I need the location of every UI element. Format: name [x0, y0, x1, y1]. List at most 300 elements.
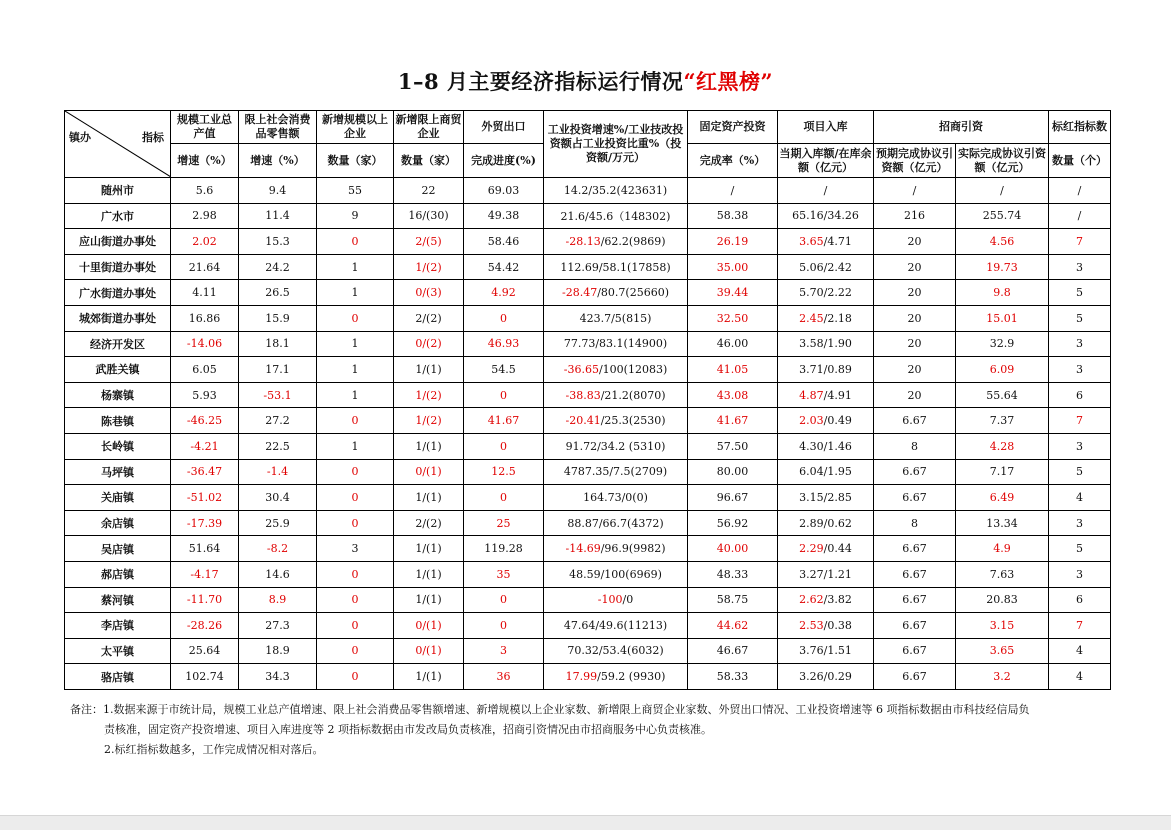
table-cell: [688, 254, 778, 280]
table-cell: [464, 305, 544, 331]
cell-value: 3: [351, 542, 359, 556]
table-cell: [239, 433, 317, 459]
table-cell: [778, 510, 874, 536]
cell-value: 3.65: [799, 234, 824, 248]
table-cell: [171, 357, 239, 383]
cell-value: 20: [907, 234, 922, 248]
table-cell: [544, 203, 688, 229]
table-cell: [1049, 638, 1111, 664]
cell-value: 0: [500, 311, 507, 325]
table-cell: [394, 203, 464, 229]
table-cell: [171, 305, 239, 331]
cell-value: 9: [351, 209, 359, 223]
table-cell: [1049, 254, 1111, 280]
cell-value: 6.67: [902, 618, 927, 632]
table-cell: [1049, 664, 1111, 690]
cell-value: 30.4: [265, 490, 290, 504]
table-cell: [874, 382, 956, 408]
sub-header: 数量（家）: [394, 144, 464, 178]
cell-value: 164.73/0(0): [583, 490, 648, 504]
cell-value: 1: [351, 362, 359, 376]
table-cell: [544, 536, 688, 562]
table-cell: [171, 587, 239, 613]
table-cell: [239, 536, 317, 562]
table-cell: [394, 485, 464, 511]
table-cell: [544, 561, 688, 587]
cell-value: 48.59/100(6969): [569, 567, 662, 581]
table-cell: [464, 510, 544, 536]
table-cell: [956, 536, 1049, 562]
table-cell: [688, 305, 778, 331]
table-cell: [464, 254, 544, 280]
table-cell: [317, 638, 394, 664]
cell-value: 4: [1076, 670, 1083, 684]
table-cell: [171, 561, 239, 587]
table-row: [65, 254, 1111, 280]
cell-value: 35: [496, 567, 511, 581]
town-name: 广水市: [65, 203, 171, 229]
cell-value: 54.5: [491, 362, 516, 376]
table-cell: [171, 382, 239, 408]
cell-value: 17.1: [265, 362, 290, 376]
group-header: 新增限上商贸企业: [394, 111, 464, 144]
table-cell: [874, 433, 956, 459]
header-row-groups: [65, 111, 1111, 144]
cell-value: 0: [351, 465, 359, 479]
cell-value: 6.67: [902, 414, 927, 428]
cell-value: 4.28: [989, 439, 1015, 453]
cell-value: 6.04/1.95: [799, 465, 852, 479]
group-header: 规模工业总产值: [171, 111, 239, 144]
table-cell: [1049, 280, 1111, 306]
cell-value: 7: [1076, 414, 1083, 428]
cell-value: 96.67: [716, 490, 749, 504]
cell-value: 1/(1): [415, 567, 442, 581]
note-label: 备注：: [70, 703, 103, 716]
town-name: 广水街道办事处: [65, 280, 171, 306]
cell-value: 14.6: [265, 567, 290, 581]
cell-value: 11.4: [265, 209, 290, 223]
cell-value: 0: [500, 439, 507, 453]
cell-value-rest: /0.38: [823, 618, 852, 632]
cell-value: -28.26: [186, 618, 223, 632]
table-cell: [1049, 331, 1111, 357]
table-cell: [171, 229, 239, 255]
table-cell: [1049, 178, 1111, 204]
cell-value: 0: [500, 593, 507, 607]
cell-value: 6.67: [902, 644, 927, 658]
table-cell: [171, 254, 239, 280]
cell-value: 0: [500, 490, 507, 504]
table-cell: [239, 408, 317, 434]
table-cell: [317, 280, 394, 306]
cell-value: 14.2/35.2(423631): [563, 183, 668, 197]
table-cell: [956, 254, 1049, 280]
table-cell: [464, 664, 544, 690]
cell-value: 3.58/1.90: [799, 337, 852, 351]
cell-value: 8: [911, 439, 918, 453]
table-cell: [1049, 203, 1111, 229]
table-cell: [171, 536, 239, 562]
cell-value: 0: [351, 567, 359, 581]
table-cell: [1049, 485, 1111, 511]
table-cell: [171, 280, 239, 306]
table-cell: [874, 459, 956, 485]
cell-value: 22.5: [265, 439, 290, 453]
table-cell: [1049, 510, 1111, 536]
table-cell: [394, 638, 464, 664]
table-row: [65, 664, 1111, 690]
table-cell: [317, 178, 394, 204]
indicator-table: [64, 110, 1111, 690]
table-cell: [688, 357, 778, 383]
cell-value: 5: [1076, 311, 1083, 325]
table-cell: [544, 229, 688, 255]
cell-value: 1/(1): [415, 593, 442, 607]
cell-value-rest: /59.2 (9930): [597, 670, 666, 684]
cell-value: 1/(2): [415, 388, 442, 402]
cell-value: 20: [907, 260, 922, 274]
table-cell: [778, 638, 874, 664]
table-cell: [778, 664, 874, 690]
table-row: [65, 587, 1111, 613]
cell-value: 1/(1): [415, 542, 442, 556]
corner-label-indicator: 指标: [142, 131, 164, 144]
table-cell: [464, 382, 544, 408]
table-cell: [394, 510, 464, 536]
corner-header: [65, 111, 171, 178]
cell-value: -14.06: [186, 337, 223, 351]
cell-value: 6.67: [902, 567, 927, 581]
table-cell: [239, 178, 317, 204]
town-name: 武胜关镇: [65, 357, 171, 383]
cell-value: 1: [351, 388, 359, 402]
cell-value: 70.32/53.4(6032): [567, 644, 664, 658]
cell-value: 6.09: [989, 362, 1015, 376]
table-row: [65, 485, 1111, 511]
table-cell: [874, 331, 956, 357]
table-cell: [464, 638, 544, 664]
table-cell: [956, 433, 1049, 459]
cell-value: 8.9: [268, 593, 287, 607]
cell-value: 5.06/2.42: [799, 260, 852, 274]
cell-value: 18.1: [265, 337, 290, 351]
cell-value: 2.53: [799, 618, 824, 632]
cell-value-rest: /62.2(9869): [600, 234, 666, 248]
cell-value: 119.28: [484, 542, 523, 556]
cell-value: 7: [1076, 618, 1083, 632]
table-cell: [464, 280, 544, 306]
table-cell: [394, 178, 464, 204]
cell-value-rest: /96.9(9982): [600, 542, 666, 556]
table-cell: [239, 254, 317, 280]
cell-value-rest: /0.49: [823, 414, 852, 428]
table-cell: [956, 203, 1049, 229]
table-cell: [317, 613, 394, 639]
table-cell: [394, 357, 464, 383]
cell-value: -36.47: [186, 465, 223, 479]
cell-value: 3.76/1.51: [799, 644, 852, 658]
table-cell: [778, 280, 874, 306]
group-header: 工业投资增速%/工业技改投资额占工业投资比重%（投资额/万元）: [544, 111, 688, 178]
town-name: 马坪镇: [65, 459, 171, 485]
cell-value: 25.9: [265, 516, 290, 530]
table-cell: [464, 433, 544, 459]
table-cell: [1049, 561, 1111, 587]
table-row: [65, 536, 1111, 562]
town-name: 杨寨镇: [65, 382, 171, 408]
cell-value: 2.02: [192, 234, 217, 248]
table-cell: [464, 536, 544, 562]
cell-value: 20: [907, 286, 922, 300]
sub-header: 完成进度(%): [464, 144, 544, 178]
table-cell: [317, 331, 394, 357]
cell-value: 9.8: [993, 286, 1011, 300]
table-cell: [239, 485, 317, 511]
cell-value: 15.01: [986, 311, 1018, 325]
table-cell: [1049, 613, 1111, 639]
table-cell: [778, 229, 874, 255]
table-cell: [544, 459, 688, 485]
cell-value: 0: [351, 618, 359, 632]
cell-value: 47.64/49.6(11213): [563, 618, 668, 632]
cell-value: 423.7/5(815): [579, 311, 652, 325]
cell-value: 7.17: [989, 465, 1015, 479]
cell-value: 0: [351, 593, 359, 607]
table-cell: [778, 331, 874, 357]
table-cell: [317, 357, 394, 383]
cell-value: /: [823, 183, 828, 197]
table-cell: [171, 510, 239, 536]
table-cell: [956, 280, 1049, 306]
cell-value: 6: [1076, 593, 1083, 607]
cell-value: -17.39: [186, 516, 223, 530]
cell-value: 3: [500, 644, 507, 658]
table-cell: [1049, 305, 1111, 331]
cell-value: -8.2: [266, 542, 289, 556]
town-name: 十里街道办事处: [65, 254, 171, 280]
cell-value: 3.15: [989, 618, 1015, 632]
cell-value: 54.42: [487, 260, 520, 274]
table-cell: [1049, 408, 1111, 434]
cell-value: 6.67: [902, 542, 927, 556]
cell-value: 3.27/1.21: [799, 567, 852, 581]
table-cell: [544, 254, 688, 280]
cell-value: 20: [907, 362, 922, 376]
table-cell: [688, 561, 778, 587]
table-cell: [171, 433, 239, 459]
table-cell: [544, 638, 688, 664]
cell-value: 0: [351, 516, 359, 530]
cell-value: 4787.35/7.5(2709): [563, 465, 668, 479]
table-cell: [544, 485, 688, 511]
table-cell: [778, 254, 874, 280]
note-line-1b: 责核准，固定资产投资增速、项目入库进度等 2 项指标数据由市发改局负责核准，招商引资情况由市招商服务中心负责核准。: [104, 723, 712, 736]
table-cell: [778, 305, 874, 331]
cell-value: 0: [351, 644, 359, 658]
table-cell: [778, 382, 874, 408]
town-name: 太平镇: [65, 638, 171, 664]
table-cell: [874, 613, 956, 639]
cell-value: -4.21: [190, 439, 219, 453]
table-cell: [317, 433, 394, 459]
cell-value: 2/(5): [415, 234, 442, 248]
table-cell: [1049, 587, 1111, 613]
table-row: [65, 638, 1111, 664]
table-cell: [956, 459, 1049, 485]
cell-value-rest: /3.82: [823, 593, 852, 607]
cell-value: 26.5: [265, 286, 290, 300]
cell-value: 27.3: [265, 618, 290, 632]
table-cell: [394, 254, 464, 280]
sub-header: 数量（个）: [1049, 144, 1111, 178]
table-cell: [1049, 357, 1111, 383]
cell-value: 65.16/34.26: [792, 209, 859, 223]
table-cell: [239, 561, 317, 587]
table-cell: [464, 203, 544, 229]
cell-value: 6.67: [902, 490, 927, 504]
note-line-1: [70, 700, 1110, 720]
cell-value: -100: [597, 593, 623, 607]
sub-header: 完成率（%）: [688, 144, 778, 178]
table-cell: [874, 510, 956, 536]
cell-value: 1/(2): [415, 260, 442, 274]
table-cell: [171, 664, 239, 690]
cell-value: 19.73: [986, 260, 1018, 274]
table-cell: [464, 178, 544, 204]
cell-value: 80.00: [716, 465, 749, 479]
table-cell: [317, 229, 394, 255]
table-cell: [874, 305, 956, 331]
cell-value: 0/(1): [415, 618, 442, 632]
cell-value: 3.2: [993, 670, 1011, 684]
cell-value: 20: [907, 388, 922, 402]
cell-value: 15.9: [265, 311, 290, 325]
cell-value: 0: [351, 311, 359, 325]
cell-value: 41.67: [716, 414, 749, 428]
cell-value: 1/(2): [415, 414, 442, 428]
table-cell: [544, 280, 688, 306]
cell-value: 3: [1076, 260, 1083, 274]
cell-value: 27.2: [265, 414, 290, 428]
cell-value: 2.45: [799, 311, 824, 325]
table-cell: [956, 382, 1049, 408]
table-cell: [688, 382, 778, 408]
table-cell: [874, 536, 956, 562]
sub-header: 预期完成协议引资额（亿元）: [874, 144, 956, 178]
table-cell: [778, 203, 874, 229]
notes: [70, 700, 1110, 760]
sub-header: 实际完成协议引资额（亿元）: [956, 144, 1049, 178]
table-cell: [688, 331, 778, 357]
table-cell: [317, 510, 394, 536]
town-name: 郝店镇: [65, 561, 171, 587]
cell-value: 16/(30): [408, 209, 449, 223]
table-cell: [688, 459, 778, 485]
cell-value: 4.11: [192, 286, 217, 300]
cell-value: 4.30/1.46: [799, 439, 852, 453]
cell-value: 41.05: [716, 362, 749, 376]
cell-value: 3: [1076, 439, 1083, 453]
cell-value: 13.34: [986, 516, 1018, 530]
table-cell: [688, 536, 778, 562]
cell-value: 4.92: [491, 286, 516, 300]
table-row: [65, 408, 1111, 434]
table-cell: [778, 459, 874, 485]
cell-value: 5: [1076, 465, 1083, 479]
cell-value: 20.83: [986, 593, 1018, 607]
cell-value: 2.29: [799, 542, 824, 556]
table-cell: [956, 613, 1049, 639]
cell-value: -20.41: [565, 414, 601, 428]
cell-value: 4: [1076, 644, 1083, 658]
table-cell: [956, 331, 1049, 357]
cell-value: 46.93: [487, 337, 520, 351]
town-name: 骆店镇: [65, 664, 171, 690]
cell-value: 56.92: [716, 516, 749, 530]
cell-value: -28.13: [565, 234, 601, 248]
cell-value: 1: [351, 260, 359, 274]
cell-value: 3: [1076, 567, 1083, 581]
cell-value: 4.56: [989, 234, 1015, 248]
table-cell: [688, 433, 778, 459]
table-cell: [956, 664, 1049, 690]
table-cell: [394, 229, 464, 255]
cell-value: 5: [1076, 286, 1083, 300]
table-cell: [778, 408, 874, 434]
table-cell: [464, 459, 544, 485]
table-cell: [239, 331, 317, 357]
group-header: 项目入库: [778, 111, 874, 144]
table-cell: [394, 331, 464, 357]
table-row: [65, 178, 1111, 204]
table-cell: [171, 203, 239, 229]
cell-value: 49.38: [487, 209, 520, 223]
table-cell: [874, 357, 956, 383]
cell-value: 17.99: [565, 670, 598, 684]
table-cell: [171, 459, 239, 485]
group-header: 固定资产投资: [688, 111, 778, 144]
cell-value: 0/(1): [415, 644, 442, 658]
table-cell: [394, 587, 464, 613]
table-cell: [874, 254, 956, 280]
cell-value-rest: /4.91: [823, 388, 852, 402]
cell-value: 1/(1): [415, 362, 442, 376]
cell-value: 21.6/45.6（148302): [560, 209, 671, 223]
cell-value: 24.2: [265, 260, 290, 274]
cell-value: -14.69: [565, 542, 601, 556]
cell-value: 58.75: [716, 593, 749, 607]
table-cell: [239, 510, 317, 536]
cell-value: 5.70/2.22: [799, 286, 852, 300]
cell-value: 112.69/58.1(17858): [560, 260, 671, 274]
table-cell: [874, 203, 956, 229]
group-header: 新增规模以上企业: [317, 111, 394, 144]
table-cell: [239, 587, 317, 613]
table-row: [65, 561, 1111, 587]
table-cell: [544, 433, 688, 459]
cell-value: 9.4: [268, 183, 287, 197]
table-cell: [956, 178, 1049, 204]
table-cell: [688, 408, 778, 434]
table-cell: [778, 485, 874, 511]
table-cell: [778, 587, 874, 613]
cell-value: 0: [351, 670, 359, 684]
cell-value: 0/(3): [415, 286, 442, 300]
cell-value: -46.25: [186, 414, 223, 428]
table-cell: [956, 305, 1049, 331]
cell-value: 6.67: [902, 670, 927, 684]
